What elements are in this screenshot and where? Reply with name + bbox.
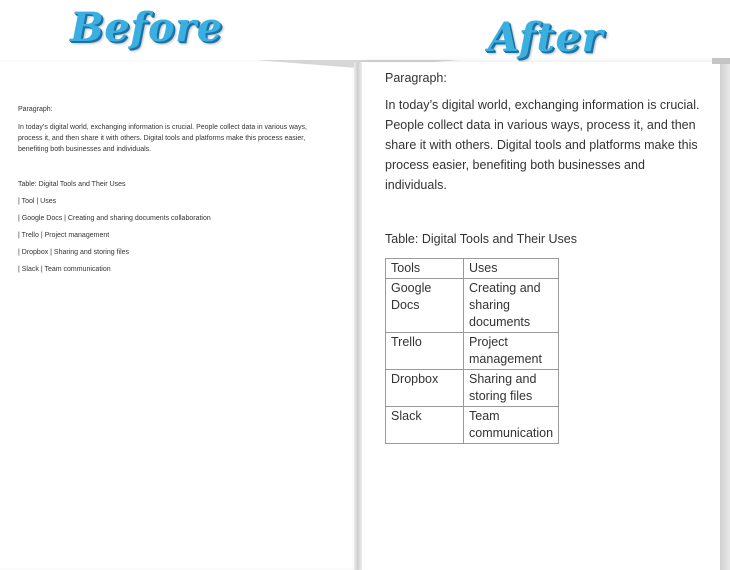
after-paragraph-text: In today’s digital world, exchanging information is crucial. People collect data in various ways, process it, and then share it with others. Digital tools and platforms make this process easier, benefiting both businesses and individuals. bbox=[385, 98, 700, 192]
before-heading: Before bbox=[70, 4, 223, 51]
table-cell-tool: Google Docs bbox=[386, 279, 464, 333]
table-header-tools: Tools bbox=[386, 259, 464, 279]
before-table-line: | Trello | Project management bbox=[18, 232, 110, 239]
after-heading: After bbox=[488, 14, 604, 61]
table-row bbox=[386, 407, 559, 444]
before-table-line: | Tool | Uses bbox=[18, 198, 57, 205]
table-cell-tool: Slack bbox=[386, 407, 464, 444]
table-row bbox=[386, 370, 559, 407]
tools-table bbox=[385, 258, 559, 444]
before-paragraph-label: Paragraph: bbox=[18, 106, 53, 113]
before-paragraph-text: In today’s digital world, exchanging information is crucial. People collect data in various ways, process it, and then share it with others. Digital tools and platforms make this process easier, benefiting both businesses and individuals. bbox=[18, 124, 307, 153]
table-header-uses: Uses bbox=[464, 259, 559, 279]
table-row bbox=[386, 279, 559, 333]
table-row bbox=[386, 333, 559, 370]
after-paragraph-label: Paragraph: bbox=[385, 71, 447, 85]
before-table-line: | Google Docs | Creating and sharing documents collaboration bbox=[18, 215, 211, 222]
table-cell-use: Project management bbox=[464, 333, 559, 370]
table-header-row bbox=[386, 259, 559, 279]
table-cell-use: Creating and sharing documents bbox=[464, 279, 559, 333]
after-table-title: Table: Digital Tools and Their Uses bbox=[385, 232, 577, 246]
page-spine bbox=[354, 62, 362, 570]
before-table-line: | Slack | Team communication bbox=[18, 266, 111, 273]
before-table-title: Table: Digital Tools and Their Uses bbox=[18, 181, 126, 188]
table-cell-use: Team communication bbox=[464, 407, 559, 444]
table-cell-tool: Dropbox bbox=[386, 370, 464, 407]
before-table-line: | Dropbox | Sharing and storing files bbox=[18, 249, 130, 256]
after-page-edge bbox=[720, 60, 730, 570]
after-page-corner bbox=[712, 58, 730, 64]
table-cell-tool: Trello bbox=[386, 333, 464, 370]
table-cell-use: Sharing and storing files bbox=[464, 370, 559, 407]
